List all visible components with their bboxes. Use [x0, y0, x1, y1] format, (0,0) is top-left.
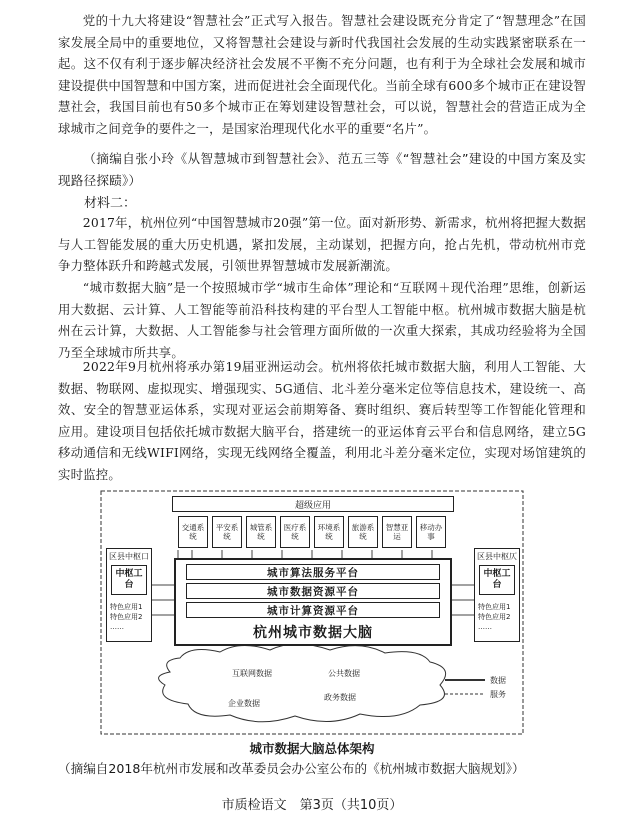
- data-cloud-shape: [159, 644, 446, 722]
- legend-service-label: 服务: [490, 690, 506, 699]
- page-footer: 市质检语文 第3页（共10页）: [221, 798, 403, 813]
- system-box: 移动办事: [416, 516, 446, 548]
- system-box: 交通系统: [178, 516, 208, 548]
- left-feature-app-3: ……: [110, 623, 124, 631]
- compute-resource-platform: 城市计算资源平台: [186, 602, 440, 618]
- left-hub-title: 区县中枢口: [109, 552, 149, 561]
- super-apps-bar: 超级应用: [172, 496, 454, 512]
- data-resource-platform: 城市数据资源平台: [186, 583, 440, 599]
- right-hub-platform: 中枢工台: [479, 565, 515, 595]
- right-feature-app-3: ……: [478, 623, 492, 631]
- cloud-public-data: 公共数据: [328, 669, 360, 678]
- source-note-1: （摘编自张小玲《从智慧城市到智慧社会》、范五三等《“智慧社会”建设的中国方案及实现路径探赜》）: [58, 151, 586, 188]
- system-box: 环境系统: [314, 516, 344, 548]
- left-district-hub: [106, 548, 152, 642]
- paragraph-hangzhou-2017: 2017年，杭州位列“中国智慧城市20强”第一位。面对新形势、新需求，杭州将把握大数据与人工智能发展的重大历史机遇，紧扣发展，主动谋划，把握方向，抢占先机，带动杭州市竞争力整体跃升和跨越式发展，引领世界智慧城市发展新潮流。: [58, 215, 586, 274]
- left-feature-app-2: 特色应用2: [110, 613, 143, 621]
- paragraph-asian-games: 2022年9月杭州将承办第19届亚洲运动会。杭州将依托城市数据大脑，利用人工智能、大数据、物联网、虚拟现实、增强现实、5G通信、北斗差分毫米定位等信息技术，建设统一、高效、安全的智慧亚运体系，实现对亚运会前期筹备、赛时组织、赛后转型等工作智能化管理和应用。建设项目包括依托城市数据大脑平台，搭建统一的亚运体育云平台和信息网络，建立5G移动通信和无线WIFI网络，实现无线网络全覆盖，利用北斗差分毫米定位，实现对场馆建筑的实时监控。: [58, 359, 586, 482]
- system-box: 旅游系统: [348, 516, 378, 548]
- left-feature-app-1: 特色应用1: [110, 603, 143, 611]
- city-brain-title: 杭州城市数据大脑: [253, 625, 373, 641]
- system-box: 医疗系统: [280, 516, 310, 548]
- cloud-enterprise-data: 企业数据: [228, 699, 260, 708]
- legend-data-label: 数据: [490, 676, 506, 685]
- city-brain-architecture-diagram: [100, 490, 524, 735]
- system-box: 平安系统: [212, 516, 242, 548]
- paragraph-smart-society: 党的十九大将建设“智慧社会”正式写入报告。智慧社会建设既充分肯定了“智慧理念”在国家发展全局中的重要地位，又将智慧社会建设与新时代我国社会发展的生动实践紧密联系在一起。这不仅有利于逐步解决经济社会发展不平衡不充分问题，也有利于为全球社会发展和城市建设提供中国智慧和中国方案，进而促进社会全面现代化。当前全球有600多个城市正在建设智慧社会，我国目前也有50多个城市正在筹划建设智慧社会，可以说，智慧社会的营造正成为全球城市之间竞争的要件之一，是国家治理现代化水平的重要“名片”。: [58, 13, 586, 136]
- left-hub-platform: 中枢工台: [111, 565, 147, 595]
- system-box: 智慧亚运: [382, 516, 412, 548]
- algorithm-service-platform: 城市算法服务平台: [186, 564, 440, 580]
- diagram-source-credit: （摘编自2018年杭州市发展和改革委员会办公室公布的《杭州城市数据大脑规划》）: [58, 761, 525, 776]
- right-district-hub: [474, 548, 520, 642]
- right-hub-title: 区县中枢仄: [477, 552, 517, 561]
- system-box: 城管系统: [246, 516, 276, 548]
- cloud-internet-data: 互联网数据: [232, 669, 272, 678]
- material-two-heading: 材料二：: [84, 196, 137, 211]
- city-brain-block: [174, 558, 452, 646]
- diagram-caption: 城市数据大脑总体架构: [249, 741, 375, 756]
- paragraph-city-brain: “城市数据大脑”是一个按照城市学“城市生命体”理论和“互联网＋现代治理”思维，创新运用大数据、云计算、人工智能等前沿科技构建的平台型人工智能中枢。杭州城市数据大脑是杭州在云计算，大数据、人工智能参与社会管理方面所做的一次重大探索，其成功经验将为全国乃至全球城市所共享。: [58, 280, 586, 360]
- right-feature-app-2: 特色应用2: [478, 613, 511, 621]
- cloud-government-data: 政务数据: [324, 693, 356, 702]
- right-feature-app-1: 特色应用1: [478, 603, 511, 611]
